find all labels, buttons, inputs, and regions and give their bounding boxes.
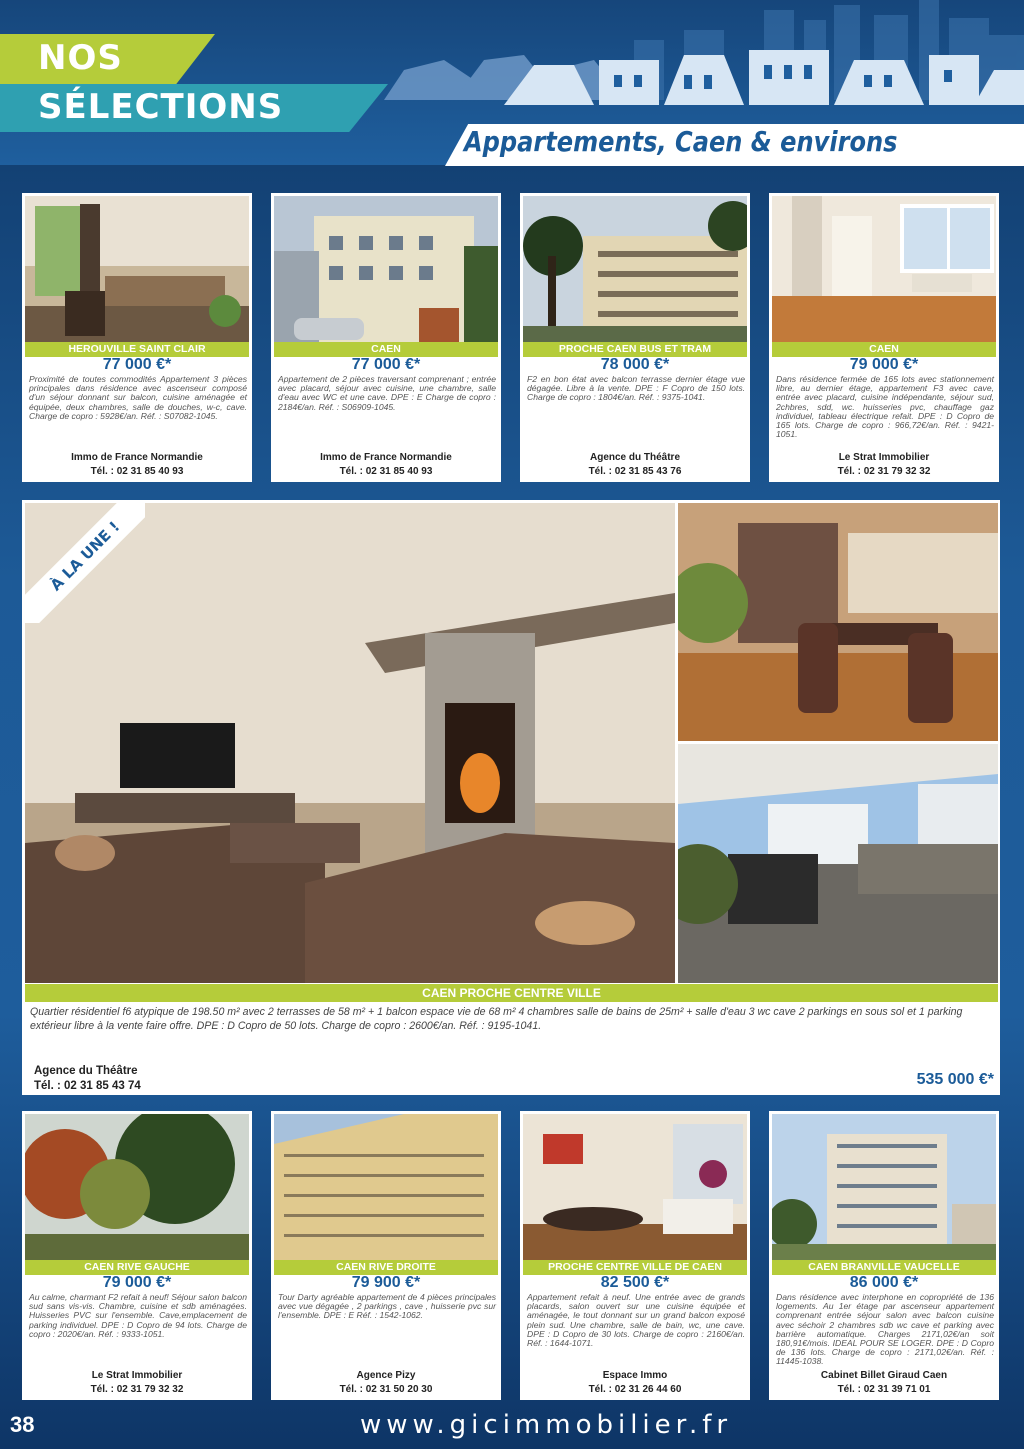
listing-photo-dining-room — [523, 1114, 747, 1260]
listing-price: 79 900 €* — [351, 1274, 421, 1291]
listing-description: Tour Darty agréable appartement de 4 pièces principales avec vue dégagée , 2 parkings , cave , huisserie pvc sur l'ensemble. DPE : E Réf. : 1542-1062. — [278, 1292, 496, 1321]
listing-price: 77 000 €* — [102, 356, 172, 373]
featured-agency: Agence du Théâtre — [34, 1065, 138, 1077]
listing-card[interactable] — [520, 193, 750, 482]
listing-agency: Immo de France Normandie — [71, 452, 203, 463]
featured-listing[interactable] — [22, 500, 1000, 1095]
page-number: 38 — [10, 1412, 35, 1437]
listing-agency: Agence du Théâtre — [589, 452, 681, 463]
listing-card[interactable] — [769, 1111, 999, 1400]
featured-photo-terrace — [678, 744, 998, 983]
listing-location: PROCHE CENTRE VILLE DE CAEN — [523, 1260, 747, 1275]
listing-price: 79 000 €* — [849, 356, 919, 373]
listing-location: CAEN — [274, 342, 498, 357]
listing-location: CAEN BRANVILLE VAUCELLE — [772, 1260, 996, 1275]
listing-photo-empty-room — [772, 196, 996, 342]
listing-price: 78 000 €* — [600, 356, 670, 373]
listing-price: 79 000 €* — [102, 1274, 172, 1291]
listing-phone: Tél. : 02 31 85 43 76 — [588, 466, 682, 477]
skyline-illustration — [384, 0, 1024, 120]
listing-price: 82 500 €* — [600, 1274, 670, 1291]
listing-description: Appartement de 2 pièces traversant comprenant ; entrée avec placard, séjour avec cuisine, une chambre, salle d'eau avec WC et une cave. DPE : E Charge de copro : 2184€/an. Réf. : S06909-1045. — [278, 374, 496, 412]
a-la-une-badge: À LA UNE ! — [25, 503, 145, 623]
listing-card[interactable] — [271, 193, 501, 482]
listing-agency: Espace Immo — [602, 1370, 668, 1381]
listing-location: PROCHE CAEN BUS ET TRAM — [523, 342, 747, 357]
listing-phone: Tél. : 02 31 39 71 01 — [837, 1384, 931, 1395]
featured-location: CAEN PROCHE CENTRE VILLE — [25, 984, 998, 1002]
listing-photo-apartment-block — [523, 196, 747, 342]
listing-photo-garden — [25, 1114, 249, 1260]
listing-phone: Tél. : 02 31 26 44 60 — [588, 1384, 682, 1395]
listing-location: CAEN — [772, 342, 996, 357]
listing-description: Dans résidence avec interphone en copropriété de 136 logements. Au 1er étage par ascenseur appartement comprenant entrée séjour salon avec balcon cuisine avec séchoir 2 chambres sdb wc cave et parking avec barrière automatique. Charges 2171,02€/an soit 180,91€/mois. IDEAL POUR SE LOGER. DPE : D Copro de 136 lots. Charge de copro : 2171,02€/an. Réf. : 11445-1038. — [776, 1292, 994, 1367]
website-link[interactable]: www.gicimmobilier.fr — [360, 1410, 733, 1440]
listing-location: CAEN RIVE GAUCHE — [25, 1260, 249, 1275]
listing-photo-living-room — [25, 196, 249, 342]
tag-selections-text: SÉLECTIONS — [38, 87, 284, 127]
featured-description: Quartier résidentiel f6 atypique de 198.50 m² avec 2 terrasses de 58 m² + 1 balcon espace vie de 68 m² 4 chambres salle de bains de 25m² + salle d'eau 3 wc cave 2 parkings en sous sol et 1 parking extérieur libre à la vente faire offre. DPE : D Copro de 50 lots. Charge de copro : 2600€/an. Réf. : 9195-1041. — [30, 1006, 963, 1032]
listing-phone: Tél. : 02 31 85 40 93 — [339, 466, 433, 477]
listing-price: 77 000 €* — [351, 356, 421, 373]
listing-location: CAEN RIVE DROITE — [274, 1260, 498, 1275]
listing-price: 86 000 €* — [849, 1274, 919, 1291]
listing-description: Proximité de toutes commodités Appartement 3 pièces principales dans résidence avec ascenseur composé d'un séjour donnant sur balcon, cuisine aménagée et équipée, deux chambres, salle de douches, w-c, cave. Charge de copro : 5928€/an. Réf. : S07082-1045. — [29, 374, 247, 421]
listing-agency: Agence Pizy — [356, 1370, 416, 1381]
a-la-une-corner — [25, 503, 145, 623]
listing-phone: Tél. : 02 31 50 20 30 — [339, 1384, 433, 1395]
listing-photo-building — [274, 196, 498, 342]
listing-description: Au calme, charmant F2 refait à neuf! Séjour salon balcon sud sans vis-vis. Chambre, cuisine et sdb aménagées. Huisseries PVC sur l'ensemble. Cave,emplacement de parking individuel. DPE : D Copro de 94 lots. Charge de copro : 2020€/an. Réf. : 9333-1051. — [29, 1292, 247, 1339]
listing-description: Dans résidence fermée de 165 lots avec stationnement libre, au dernier étage, appartement F3 avec cave, entrée avec placard, cuisine indépendante, séjour sud, 2chbres, sdd, wc. huisseries pvc, chauffage gaz individuel, tableau électrique refait. DPE : D Copro de 165 lots. Charge de copro : 966,72€/an. Réf. : 9421-1051. — [776, 374, 994, 440]
listing-agency: Immo de France Normandie — [320, 452, 452, 463]
listing-description: F2 en bon état avec balcon terrasse dernier étage vue dégagée. Libre à la vente. DPE : F Copro de 150 lots. Charge de copro : 1804€/an. Réf. : 9375-1041. — [527, 374, 745, 403]
featured-photo-dining — [678, 503, 998, 741]
listing-location: HEROUVILLE SAINT CLAIR — [25, 342, 249, 357]
listing-description: Appartement refait à neuf. Une entrée avec de grands placards, salon ouvert sur une cuisine équipée et aménagée, le tout donnant sur un grand balcon exposé plein sud. Une chambre, salle de bain, wc, une cave. DPE : D Copro de 30 lots. Charge de copro : 2160€/an. Réf. : 1644-1071. — [527, 1292, 745, 1349]
tag-nos-text: NOS — [38, 38, 123, 78]
page-title: Appartements, Caen & environs — [464, 125, 898, 158]
listing-photo-residence — [772, 1114, 996, 1260]
featured-price: 535 000 €* — [916, 1071, 994, 1088]
featured-phone: Tél. : 02 31 85 43 74 — [34, 1080, 141, 1092]
listing-photo-tower — [274, 1114, 498, 1260]
listing-card[interactable] — [520, 1111, 750, 1400]
listing-agency: Le Strat Immobilier — [838, 452, 930, 463]
listing-card[interactable] — [769, 193, 999, 482]
listing-card[interactable] — [22, 193, 252, 482]
listing-phone: Tél. : 02 31 79 32 32 — [837, 466, 931, 477]
listing-phone: Tél. : 02 31 85 40 93 — [90, 466, 184, 477]
listing-card[interactable] — [22, 1111, 252, 1400]
listing-card[interactable] — [271, 1111, 501, 1400]
listing-phone: Tél. : 02 31 79 32 32 — [90, 1384, 184, 1395]
listing-agency: Le Strat Immobilier — [91, 1370, 183, 1381]
listing-agency: Cabinet Billet Giraud Caen — [820, 1370, 948, 1381]
